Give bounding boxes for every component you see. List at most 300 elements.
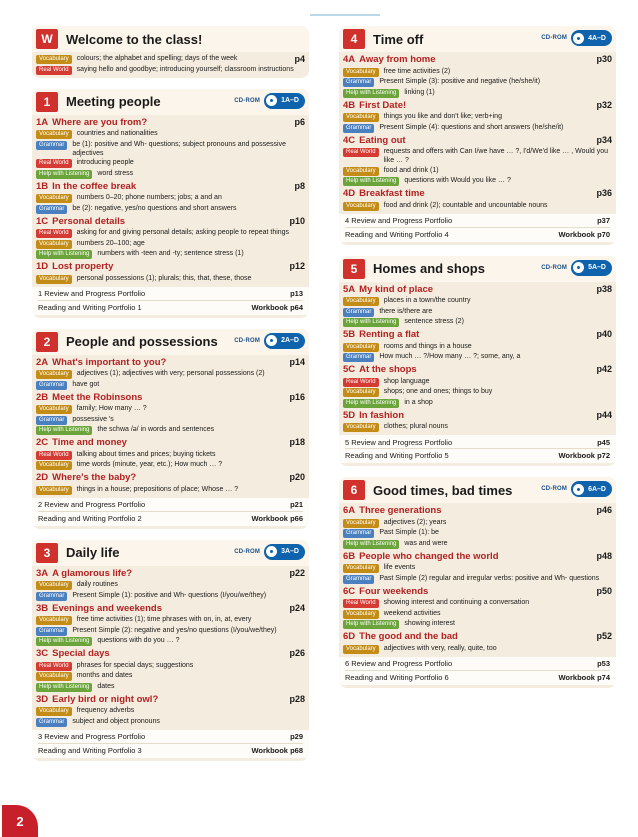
lesson-3a <box>36 568 305 601</box>
item-text: Present Simple (1): positive and Wh- questions (I/you/we/they) <box>72 591 267 599</box>
cd-rom-badge <box>234 333 305 349</box>
lesson-3b <box>36 603 305 647</box>
tag-help: Help with Listening <box>343 620 399 629</box>
tag-gram: Grammar <box>343 575 374 584</box>
item-text: showing interest and continuing a conversation <box>383 599 530 606</box>
cd-rom-pill <box>571 260 612 276</box>
cd-rom-pill <box>571 481 612 497</box>
syllabus-item <box>36 460 305 470</box>
item-page: p4 <box>294 54 305 64</box>
lesson-title <box>343 284 433 295</box>
tag-gram: Grammar <box>343 353 374 362</box>
syllabus-item <box>36 274 305 284</box>
lesson-page: p44 <box>596 409 612 420</box>
item-text: possessive 's <box>72 415 114 423</box>
lesson-6d <box>343 631 612 654</box>
syllabus-item <box>36 380 305 390</box>
lesson-code: 5D <box>343 409 356 421</box>
item-text: dates <box>97 682 115 690</box>
item-text: free time activities (2) <box>383 67 451 75</box>
item-text: adjectives (2); years <box>383 518 447 526</box>
lesson-title <box>343 188 425 199</box>
portfolio-label: Reading and Writing Portfolio 1 <box>38 302 142 312</box>
lesson-name: Away from home <box>359 54 436 65</box>
item-text: in a shop <box>404 398 433 406</box>
lesson-code: 1A <box>36 116 49 128</box>
unit-number: 2 <box>36 332 58 352</box>
tag-help: Help with Listening <box>36 683 92 692</box>
item-text: shops; one and ones; things to buy <box>383 388 493 395</box>
cd-disc-icon <box>573 484 584 495</box>
lesson-code: 2C <box>36 437 49 448</box>
tag-voc: Vocabulary <box>343 167 379 176</box>
unit-header <box>339 256 616 282</box>
lesson-head <box>36 648 305 660</box>
lesson-title <box>36 357 166 368</box>
lesson-page: p32 <box>596 99 612 110</box>
lesson-code: 1B <box>36 180 49 192</box>
lesson-head <box>36 472 305 484</box>
unit-number: W <box>36 29 58 49</box>
cd-disc-icon <box>266 546 277 557</box>
syllabus-item <box>343 422 612 432</box>
cd-rom-label: CD-ROM <box>541 35 568 41</box>
tag-voc: Vocabulary <box>36 672 72 681</box>
lesson-head <box>343 284 612 296</box>
lesson-name: What's important to you? <box>52 356 167 368</box>
lesson-code: 6C <box>343 585 356 597</box>
cd-rom-label: CD-ROM <box>234 548 261 555</box>
syllabus-item <box>36 706 305 716</box>
syllabus-item <box>343 528 612 538</box>
cd-rom-pill <box>264 333 305 349</box>
syllabus-item <box>343 317 612 327</box>
lesson-title <box>343 505 442 516</box>
tag-help: Help with Listening <box>36 637 92 646</box>
syllabus-item <box>343 176 612 186</box>
item-text: Past Simple (1): be <box>379 529 439 536</box>
lesson-head <box>36 437 305 449</box>
syllabus-item <box>343 377 612 387</box>
item-text: clothes; plural nouns <box>383 423 448 430</box>
item-text: subject and object pronouns <box>72 717 160 725</box>
lesson-page: p20 <box>289 472 305 482</box>
tag-gram: Grammar <box>36 718 67 727</box>
lesson-page: p14 <box>289 356 305 367</box>
unit-title: Good times, bad times <box>373 482 513 498</box>
unit-footer <box>32 730 309 758</box>
lesson-page: p12 <box>289 261 305 271</box>
lesson-page: p50 <box>596 585 612 596</box>
tag-rw: Real World <box>343 599 379 608</box>
tag-voc: Vocabulary <box>36 616 72 625</box>
syllabus-item <box>343 123 612 133</box>
lesson-6b <box>343 551 612 584</box>
lesson-name: Lost property <box>52 261 114 272</box>
item-text: asking for and giving personal details; asking people to repeat things <box>76 229 290 236</box>
lesson-code: 2A <box>36 356 49 368</box>
syllabus-item <box>343 598 612 608</box>
unit-header <box>339 477 616 503</box>
syllabus-item <box>36 129 305 139</box>
review-label: 6 Review and Progress Portfolio <box>345 659 453 668</box>
cd-disc-icon <box>266 335 277 346</box>
syllabus-item <box>343 387 612 397</box>
lesson-title <box>36 117 147 128</box>
lesson-page: p30 <box>596 54 612 64</box>
lesson-5b <box>343 329 612 362</box>
tag-rw: Real World <box>36 451 72 460</box>
lesson-name: My kind of place <box>359 283 434 295</box>
cd-rom-pill <box>571 30 612 46</box>
item-text: numbers 20–100; age <box>76 239 145 247</box>
tag-help: Help with Listening <box>343 318 399 327</box>
syllabus-item <box>36 661 305 671</box>
syllabus-item <box>343 342 612 352</box>
lesson-page: p46 <box>596 505 612 515</box>
lesson-title <box>36 694 158 705</box>
lesson-head <box>343 100 612 112</box>
item-text: months and dates <box>76 672 133 679</box>
unit-number: 4 <box>343 29 365 49</box>
item-text: linking (1) <box>404 88 435 96</box>
item-text: numbers 0–20; phone numbers; jobs; a and an <box>76 194 222 201</box>
tag-rw: Real World <box>36 229 72 238</box>
tag-rw: Real World <box>36 159 72 168</box>
item-text: shop language <box>383 377 430 385</box>
syllabus-item <box>343 77 612 87</box>
tag-voc: Vocabulary <box>343 388 379 397</box>
item-text: family; How many … ? <box>76 405 147 412</box>
tag-gram: Grammar <box>36 141 67 150</box>
syllabus-item <box>36 485 305 495</box>
lesson-3c <box>36 648 305 692</box>
lesson-code: 5A <box>343 283 356 295</box>
unit-title: Welcome to the class! <box>66 31 203 47</box>
item-text: Present Simple (3): positive and negative (he/she/it) <box>379 78 541 85</box>
lesson-4a <box>343 54 612 98</box>
item-text: phrases for special days; suggestions <box>76 661 194 669</box>
lesson-name: Where's the baby? <box>52 472 137 483</box>
unit-number: 1 <box>36 92 58 112</box>
item-text: food and drink (2); countable and uncountable nouns <box>383 201 548 209</box>
portfolio-row <box>38 512 303 525</box>
tag-gram: Grammar <box>343 529 374 538</box>
tag-rw: Real World <box>36 662 72 671</box>
item-text: questions with do you … ? <box>97 637 180 644</box>
tag-voc: Vocabulary <box>343 68 379 77</box>
cd-rom-label: CD-ROM <box>234 97 261 104</box>
syllabus-item <box>36 158 305 168</box>
review-label: 3 Review and Progress Portfolio <box>38 732 146 741</box>
unit-footer <box>339 657 616 685</box>
lesson-title <box>343 586 428 597</box>
lesson-name: Where are you from? <box>52 116 148 128</box>
cd-rom-range: 1A–D <box>281 97 299 104</box>
item-text: personal possessions (1); plurals; this, that, these, those <box>76 274 252 282</box>
syllabus-item <box>36 682 305 692</box>
unit-title: Time off <box>373 31 424 47</box>
portfolio-row <box>38 301 303 314</box>
item-text: Present Simple (4): questions and short answers (he/she/it) <box>379 123 564 131</box>
syllabus-item <box>343 352 612 362</box>
lesson-head <box>343 364 612 376</box>
tag-gram: Grammar <box>36 592 67 601</box>
item-text: the schwa /ə/ in words and sentences <box>97 426 215 433</box>
review-row <box>345 658 610 671</box>
review-label: 1 Review and Progress Portfolio <box>38 289 146 298</box>
unit-title: People and possessions <box>66 334 218 349</box>
syllabus-item <box>343 574 612 584</box>
portfolio-row <box>38 744 303 757</box>
syllabus-item <box>343 67 612 77</box>
lesson-page: p42 <box>596 364 612 374</box>
lesson-code: 6B <box>343 550 356 562</box>
tag-voc: Vocabulary <box>36 370 72 379</box>
tag-help: Help with Listening <box>343 177 399 186</box>
unit-4 <box>339 26 616 245</box>
tag-voc: Vocabulary <box>36 581 72 590</box>
lesson-code: 3A <box>36 567 49 579</box>
syllabus-item <box>36 239 305 249</box>
review-row <box>38 288 303 301</box>
lesson-page: p36 <box>596 188 612 198</box>
item-text: frequency adverbs <box>76 707 135 714</box>
review-row <box>345 215 610 228</box>
lesson-1d <box>36 261 305 284</box>
portfolio-label: Reading and Writing Portfolio 6 <box>345 672 449 682</box>
cd-rom-badge <box>541 260 612 276</box>
item-text: How much … ?/How many … ?; some, any, a <box>379 353 521 360</box>
lesson-code: 3C <box>36 648 49 659</box>
item-text: things you like and don't like; verb+ing <box>383 113 502 120</box>
unit-header <box>339 26 616 52</box>
lesson-code: 1D <box>36 261 49 272</box>
lesson-5d <box>343 410 612 433</box>
cd-rom-badge <box>234 544 305 560</box>
syllabus-item <box>36 404 305 414</box>
unit-6 <box>339 477 616 688</box>
tag-voc: Vocabulary <box>36 486 72 495</box>
lesson-title <box>343 551 499 562</box>
lesson-2d <box>36 472 305 495</box>
syllabus-item <box>343 609 612 619</box>
portfolio-label: Reading and Writing Portfolio 2 <box>38 513 142 523</box>
unit-footer <box>339 435 616 463</box>
lesson-name: The good and the bad <box>359 631 458 642</box>
page-number: 2 <box>16 813 24 829</box>
lesson-head <box>36 216 305 228</box>
lesson-code: 3D <box>36 693 49 705</box>
unit-title: Meeting people <box>66 94 161 109</box>
item-text: Past Simple (2) regular and irregular verbs: positive and Wh- questions <box>379 574 600 582</box>
cd-rom-pill <box>264 544 305 560</box>
review-page: p29 <box>290 732 303 741</box>
lesson-name: A glamorous life? <box>52 567 133 579</box>
lesson-2c <box>36 437 305 470</box>
lesson-4c <box>343 135 612 187</box>
cd-disc-icon <box>266 95 277 106</box>
tag-voc: Vocabulary <box>343 423 379 432</box>
lesson-6a <box>343 505 612 549</box>
unit-3 <box>32 540 309 761</box>
syllabus-item <box>36 249 305 259</box>
item-text: countries and nationalities <box>76 130 158 137</box>
lesson-code: 1C <box>36 215 49 227</box>
tag-voc: Vocabulary <box>36 130 72 139</box>
lesson-title <box>343 410 404 421</box>
lesson-name: People who changed the world <box>359 550 499 562</box>
unit-header <box>32 329 309 355</box>
syllabus-item <box>36 415 305 425</box>
tag-voc: Vocabulary <box>343 564 379 573</box>
lesson-title <box>343 631 458 642</box>
lesson-1a <box>36 117 305 179</box>
item-text: weekend activities <box>383 609 441 617</box>
cd-rom-badge <box>541 30 612 46</box>
item-text: life events <box>383 564 416 571</box>
item-text: introducing people <box>76 159 134 166</box>
item-text: questions with Would you like … ? <box>404 177 511 184</box>
review-label: 2 Review and Progress Portfolio <box>38 500 146 509</box>
cd-rom-range: 6A–D <box>588 485 606 493</box>
syllabus-item <box>343 307 612 317</box>
portfolio-row <box>345 228 610 241</box>
cd-rom-pill <box>264 93 305 109</box>
lesson-page: p6 <box>294 116 305 127</box>
lesson-title <box>36 648 110 659</box>
unit-header <box>32 540 309 566</box>
item-text: numbers with -teen and -ty; sentence stress (1) <box>97 250 244 257</box>
review-page: p37 <box>597 216 610 225</box>
syllabus-item <box>343 296 612 306</box>
lesson-title <box>343 135 406 146</box>
lesson-head <box>343 551 612 563</box>
item-text: colours; the alphabet and spelling; days of the week <box>76 55 238 62</box>
item-text: Present Simple (2): negative and yes/no questions (I/you/we/they) <box>72 626 277 634</box>
tag-help: Help with Listening <box>36 250 92 259</box>
lesson-head <box>36 392 305 404</box>
item-text: be (1): positive and Wh- questions; subject pronouns and possessive adjectives <box>72 140 286 157</box>
lesson-name: Renting a flat <box>359 329 420 340</box>
tag-gram: Grammar <box>36 627 67 636</box>
lesson-name: Three generations <box>359 505 442 516</box>
unit-5 <box>339 256 616 467</box>
left-column <box>32 26 309 772</box>
lesson-page: p10 <box>289 215 305 226</box>
lesson-code: 6A <box>343 505 356 516</box>
tag-help: Help with Listening <box>343 89 399 98</box>
portfolio-row <box>345 671 610 684</box>
lesson-5a <box>343 284 612 328</box>
syllabus-item <box>36 140 305 158</box>
item-text: showing interest <box>404 620 455 627</box>
syllabus-item <box>36 615 305 625</box>
syllabus-item <box>36 671 305 681</box>
tag-rw: Real World <box>343 148 379 157</box>
lesson-2b <box>36 392 305 436</box>
lesson-page: p24 <box>289 602 305 613</box>
syllabus-item <box>343 166 612 176</box>
tag-rw: Real World <box>36 66 72 75</box>
syllabus-item <box>36 228 305 238</box>
tag-gram: Grammar <box>343 124 374 133</box>
lesson-head <box>343 410 612 422</box>
syllabus-item <box>343 112 612 122</box>
lesson-page: p18 <box>289 437 305 447</box>
lesson-3d <box>36 694 305 727</box>
unit-2 <box>32 329 309 529</box>
tag-voc: Vocabulary <box>343 645 379 654</box>
cd-disc-icon <box>573 33 584 44</box>
item-text: word stress <box>97 169 134 177</box>
syllabus-item <box>343 88 612 98</box>
lesson-page: p8 <box>294 180 305 191</box>
unit-title: Homes and shops <box>373 261 485 276</box>
unit-w <box>32 26 309 78</box>
lesson-head <box>36 568 305 580</box>
unit-footer <box>339 214 616 242</box>
lesson-2a <box>36 357 305 390</box>
lesson-code: 4C <box>343 134 356 146</box>
lesson-title <box>36 392 142 403</box>
portfolio-page: Workbook p74 <box>558 672 610 682</box>
lesson-4b <box>343 100 612 133</box>
unit-footer <box>32 287 309 315</box>
unit-number: 5 <box>343 259 365 279</box>
review-label: 4 Review and Progress Portfolio <box>345 216 453 225</box>
lesson-6c <box>343 586 612 630</box>
review-row <box>345 436 610 449</box>
cd-rom-range: 3A–D <box>281 548 299 555</box>
review-row <box>38 499 303 512</box>
review-page: p45 <box>597 437 610 447</box>
lesson-code: 3B <box>36 602 49 614</box>
tag-help: Help with Listening <box>343 540 399 549</box>
tag-help: Help with Listening <box>36 170 92 179</box>
lesson-head <box>36 694 305 706</box>
lesson-page: p28 <box>289 693 305 704</box>
tag-voc: Vocabulary <box>343 343 379 352</box>
lesson-head <box>36 181 305 193</box>
lesson-name: Meet the Robinsons <box>52 391 143 403</box>
lesson-code: 2B <box>36 391 49 403</box>
syllabus-item <box>36 369 305 379</box>
unit-number: 3 <box>36 543 58 563</box>
review-page: p13 <box>290 289 303 298</box>
lesson-name: First Date! <box>359 99 407 111</box>
lesson-name: Special days <box>52 648 110 659</box>
unit-1 <box>32 89 309 318</box>
lesson-title <box>36 181 136 192</box>
syllabus-item <box>36 54 305 64</box>
lesson-name: Breakfast time <box>359 188 425 199</box>
item-text: free time activities (1); time phrases with on, in, at, every <box>76 616 252 623</box>
lesson-head <box>36 603 305 615</box>
tag-voc: Vocabulary <box>36 461 72 470</box>
unit-header <box>32 89 309 115</box>
lesson-title <box>343 54 436 65</box>
tag-gram: Grammar <box>343 308 374 317</box>
tag-voc: Vocabulary <box>36 275 72 284</box>
lesson-head <box>343 505 612 517</box>
cd-rom-range: 5A–D <box>588 264 606 271</box>
syllabus-item <box>343 619 612 629</box>
lesson-code: 4A <box>343 54 356 65</box>
cd-rom-range: 4A–D <box>588 34 606 42</box>
item-text: things in a house; prepositions of place; Whose … ? <box>76 485 239 493</box>
syllabus-item <box>36 717 305 727</box>
